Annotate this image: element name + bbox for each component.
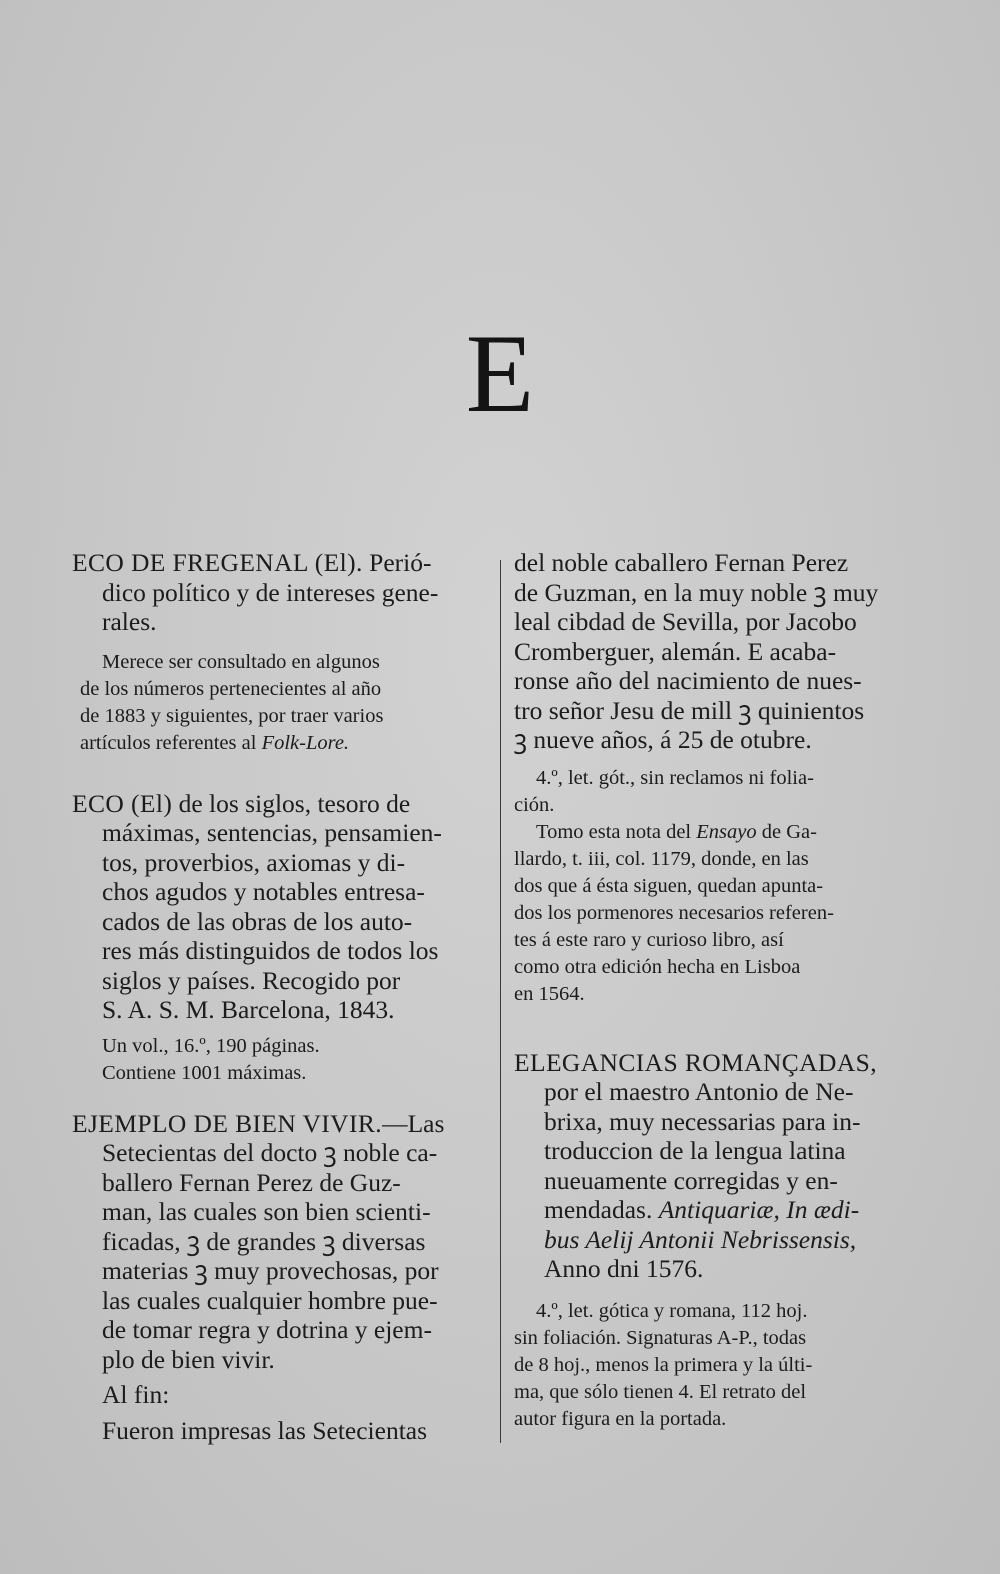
left-column <box>72 548 490 1467</box>
headword: EJEMPLO DE BIEN VIVIR. <box>72 1108 383 1138</box>
entry-line: S. A. S. M. Barcelona, 1843. <box>102 995 395 1024</box>
entry-line: de Guzman, en la muy noble ꝫ muy <box>514 577 879 607</box>
italic-imprint: Antiquariæ, In ædi- <box>658 1195 860 1224</box>
entry-ejemplo-bien-vivir <box>72 1109 490 1446</box>
entry-heading <box>72 1109 490 1375</box>
entry-line: cados de las obras de los auto- <box>102 906 413 936</box>
entry-note <box>72 1033 490 1087</box>
entry-note <box>514 1298 939 1433</box>
headword: ECO DE FREGENAL (El). <box>72 548 363 577</box>
note-line: de 8 hoj., menos la primera y la últi- <box>514 1353 813 1376</box>
right-column <box>514 548 939 1455</box>
entry-line: res más distinguidos de todos los <box>102 936 439 965</box>
entry-line: máximas, sentencias, pensamien- <box>102 818 442 847</box>
entry-line: plo de bien vivir. <box>102 1344 275 1374</box>
entry-note <box>514 819 939 1008</box>
headword: ECO (El) <box>72 788 173 818</box>
colophon-line: Fueron impresas las Setecientas <box>102 1415 428 1445</box>
entry-line: Anno dni 1576. <box>544 1254 704 1283</box>
note-line: Contiene 1001 máximas. <box>102 1061 307 1084</box>
note-line: de Ga- <box>756 820 817 843</box>
note-line: autor figura en la portada. <box>514 1407 727 1430</box>
entry-line: chos agudos y notables entresa- <box>102 877 425 906</box>
entry-heading <box>72 789 490 1025</box>
entry-line: brixa, muy necessarias para in- <box>544 1106 861 1136</box>
entry-line: dico político y de intereses gene- <box>102 577 439 607</box>
entry-line: Cromberguer, alemán. E acaba- <box>514 636 837 666</box>
entry-line: por el maestro Antonio de Ne- <box>544 1077 854 1106</box>
entry-line: de tomar regra y dotrina y ejem- <box>102 1315 432 1344</box>
note-line: dos los pormenores necesarios referen- <box>514 901 834 924</box>
entry-line: ficadas, ꝫ de grandes ꝫ diversas <box>102 1226 426 1256</box>
entry-line: ronse año del nacimiento de nues- <box>514 666 862 695</box>
entry-eco-siglos <box>72 789 490 1087</box>
note-line: 4.º, let. gót., sin reclamos ni folia- <box>536 766 814 789</box>
note-line: llardo, t. iii, col. 1179, donde, en las <box>514 847 809 870</box>
entry-line: del noble caballero Fernan Perez <box>514 548 849 577</box>
note-line: artículos referentes al <box>80 731 262 754</box>
entry-line: siglos y países. Recogido por <box>102 965 401 995</box>
entry-eco-de-fregenal <box>72 548 490 757</box>
entry-line: leal cibdad de Sevilla, por Jacobo <box>514 607 857 636</box>
note-line: como otra edición hecha en Lisboa <box>514 955 801 978</box>
heading-text: —Las <box>382 1108 445 1138</box>
entry-note <box>514 765 939 819</box>
note-line: 4.º, let. gótica y romana, 112 hoj. <box>536 1299 808 1322</box>
note-line: de 1883 y siguientes, por traer varios <box>80 704 384 727</box>
heading-text: de los siglos, tesoro de <box>172 788 411 818</box>
note-line: de los números pertenecientes al año <box>80 677 382 700</box>
entry-line: Setecientas del docto ꝫ noble ca- <box>102 1138 438 1167</box>
italic-title: Ensayo <box>696 820 757 843</box>
note-line: dos que á ésta siguen, quedan apunta- <box>514 874 824 897</box>
entry-line: man, las cuales son bien scienti- <box>102 1197 431 1226</box>
entry-line: troduccion de la lengua latina <box>544 1136 846 1165</box>
note-line: Merece ser consultado en algunos <box>102 650 380 673</box>
entry-line: ꝫ nueve años, á 25 de otubre. <box>514 725 812 754</box>
heading-text: Perió- <box>362 548 432 577</box>
entry-heading <box>514 1048 939 1284</box>
note-line: tes á este raro y curioso libro, así <box>514 928 784 951</box>
colophon-continued <box>514 548 939 1008</box>
entry-line: materias ꝫ muy provechosas, por <box>102 1256 439 1285</box>
note-line: en 1564. <box>514 982 585 1005</box>
italic-imprint: bus Aelij Antonii Nebrissensis, <box>544 1224 857 1254</box>
entry-line: nueuamente corregidas y en- <box>544 1165 838 1195</box>
note-line: ma, que sólo tienen 4. El retrato del <box>514 1380 807 1403</box>
column-divider <box>500 560 501 1443</box>
continued-text <box>514 548 939 755</box>
note-line: Tomo esta nota del <box>536 820 697 843</box>
headword: ELEGANCIAS ROMANÇADAS, <box>514 1047 877 1077</box>
colophon-label: Al fin: <box>102 1380 170 1409</box>
entry-heading <box>72 548 490 637</box>
entry-line: tos, proverbios, axiomas y di- <box>102 847 406 877</box>
entry-line: tro señor Jesu de mill ꝫ quinientos <box>514 695 865 725</box>
note-line: ción. <box>514 793 555 816</box>
entry-line: mendadas. <box>544 1195 659 1224</box>
note-line: Un vol., 16.º, 190 páginas. <box>102 1034 320 1057</box>
entry-line: rales. <box>102 607 157 636</box>
section-letter: E <box>465 312 535 436</box>
entry-line: las cuales cualquier hombre pue- <box>102 1285 438 1315</box>
entry-note <box>72 649 490 757</box>
entry-line: ballero Fernan Perez de Guz- <box>102 1167 401 1197</box>
italic-title: Folk-Lore. <box>261 731 350 754</box>
entry-elegancias-romancadas <box>514 1048 939 1433</box>
note-line: sin foliación. Signaturas A-P., todas <box>514 1326 807 1349</box>
